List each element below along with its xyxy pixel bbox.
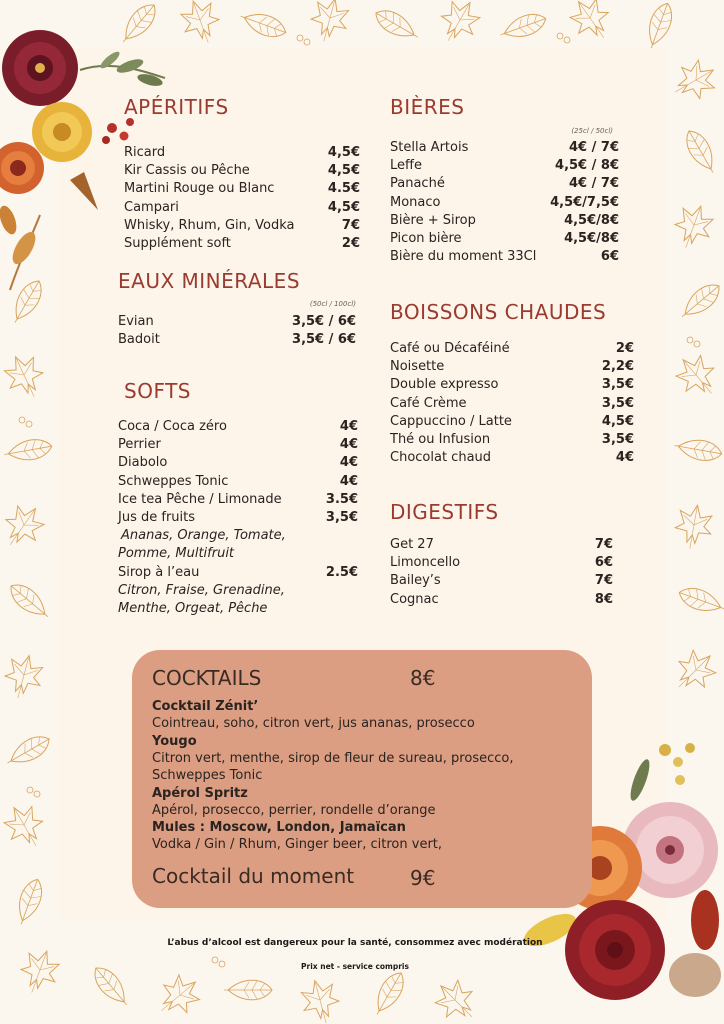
aperitifs-list (124, 144, 360, 253)
menu-item (390, 194, 619, 212)
item-price: 4.5€ (327, 181, 360, 197)
cocktails-price: 8€ (410, 666, 436, 690)
item-price: 4€ (339, 473, 358, 489)
menu-item (390, 376, 634, 394)
menu-item (390, 413, 634, 431)
item-price: 4,5€ (601, 413, 634, 429)
section-title-chaudes: BOISSONS CHAUDES (390, 300, 607, 324)
menu-item (124, 180, 360, 198)
item-price: 8€ (594, 591, 613, 607)
section-title-softs: SOFTS (124, 379, 192, 403)
item-price: 4€ (339, 455, 358, 471)
item-price: 3.5€ (325, 491, 358, 507)
menu-item (390, 554, 613, 572)
cocktail-desc: Schweppes Tonic (152, 768, 263, 783)
menu-item (390, 591, 613, 609)
item-price: 4,5€ (327, 163, 360, 179)
menu-item (118, 436, 358, 454)
item-name: Campari (124, 199, 179, 215)
cocktail-desc: Apérol, prosecco, perrier, rondelle d’orange (152, 802, 436, 818)
item-detail: Citron, Fraise, Grenadine, (118, 582, 285, 598)
item-name: Ricard (124, 145, 166, 160)
section-eaux-minerales (118, 269, 356, 349)
item-price: 3,5€ / 6€ (292, 314, 356, 329)
prices-note: Prix net - service compris (301, 962, 409, 971)
menu-item (124, 162, 360, 180)
cocktails-list (152, 698, 572, 854)
item-name: Double expresso (390, 377, 499, 393)
item-price: 4€ / 7€ (569, 176, 619, 192)
menu-item (124, 144, 360, 162)
cocktail-du-moment-label: Cocktail du moment (152, 864, 355, 888)
item-price: 7€ (341, 217, 360, 233)
item-price: 2€ (615, 341, 634, 356)
menu-item (118, 509, 358, 527)
item-price: 4€ (339, 437, 358, 453)
menu-item (118, 473, 358, 491)
item-name: Bailey’s (390, 573, 441, 589)
item-name: Ice tea Pêche / Limonade (118, 491, 282, 507)
menu-item (124, 217, 360, 235)
softs-list (118, 418, 358, 618)
size-note: (25cl / 50cl) (571, 127, 613, 135)
item-price: 7€ (594, 537, 613, 552)
item-price: 2.5€ (325, 564, 358, 580)
cocktail-name: Apérol Spritz (152, 785, 248, 801)
menu-item (118, 418, 358, 436)
cocktails-box (132, 650, 592, 908)
section-boissons-chaudes (390, 300, 634, 467)
item-price: 4,5€ (327, 199, 360, 215)
menu-item (390, 248, 619, 266)
menu-item (390, 431, 634, 449)
section-aperitifs (124, 95, 360, 253)
item-detail: Ananas, Orange, Tomate, (121, 528, 286, 544)
section-title-aperitifs: APÉRITIFS (124, 95, 229, 119)
section-bieres (390, 95, 619, 266)
menu-item (118, 454, 358, 472)
menu-item (118, 564, 358, 582)
chaudes-list (390, 340, 634, 467)
item-price: 7€ (594, 573, 613, 589)
menu-item (390, 536, 613, 554)
item-name: Sirop à l’eau (118, 564, 200, 580)
item-name: Martini Rouge ou Blanc (124, 181, 275, 197)
bieres-list (390, 139, 619, 266)
section-softs (118, 379, 358, 618)
cocktail-name: Mules : Moscow, London, Jamaïcan (152, 820, 406, 835)
item-price: 2€ (341, 236, 360, 252)
section-title-cocktails: COCKTAILS (152, 666, 262, 690)
item-price: 4€ (615, 450, 634, 466)
item-name: Jus de fruits (118, 510, 196, 526)
item-name: Get 27 (390, 537, 434, 552)
item-detail: Pomme, Multifruit (118, 546, 235, 562)
cocktail-du-moment-price: 9€ (410, 866, 436, 890)
item-price: 4,5€/8€ (564, 212, 619, 228)
menu-item (118, 491, 358, 509)
menu-item (118, 313, 356, 331)
menu-item (390, 358, 634, 376)
item-name: Diabolo (118, 455, 168, 471)
item-price: 4,5€ / 8€ (555, 158, 619, 174)
menu-item (390, 139, 619, 157)
item-name: Supplément soft (124, 236, 231, 252)
item-name: Café Crème (390, 395, 467, 411)
item-name: Bière + Sirop (390, 212, 476, 228)
item-price: 6€ (600, 249, 619, 265)
item-name: Monaco (390, 194, 441, 210)
item-name: Chocolat chaud (390, 450, 492, 466)
item-name: Panaché (390, 176, 445, 192)
menu-item (390, 157, 619, 175)
item-name: Picon bière (390, 231, 462, 247)
section-title-digestifs: DIGESTIFS (390, 500, 499, 524)
item-name: Schweppes Tonic (118, 473, 229, 489)
eaux-list (118, 313, 356, 349)
item-name: Café ou Décaféiné (390, 341, 510, 356)
item-name: Kir Cassis ou Pêche (124, 163, 250, 179)
item-price: 4€ (339, 419, 358, 434)
item-name: Perrier (118, 437, 161, 453)
menu-item (390, 212, 619, 230)
cocktail-desc: Vodka / Gin / Rhum, Ginger beer, citron vert, (152, 837, 443, 852)
item-name: Coca / Coca zéro (118, 419, 227, 434)
item-price: 6€ (594, 555, 613, 571)
menu-item (124, 235, 360, 253)
item-price: 2,2€ (601, 359, 634, 375)
size-note: (50cl / 100cl) (309, 300, 356, 308)
item-price: 4,5€/7,5€ (550, 194, 619, 210)
cocktail-desc: Citron vert, menthe, sirop de fleur de sureau, prosecco, (152, 750, 514, 766)
cocktail-desc: Cointreau, soho, citron vert, jus ananas, prosecco (152, 716, 475, 731)
item-name: Noisette (390, 359, 445, 375)
section-title-bieres: BIÈRES (390, 95, 465, 119)
cocktail-name: Yougo (152, 733, 197, 749)
item-name: Evian (118, 314, 154, 329)
menu-item (390, 175, 619, 193)
item-name: Bière du moment 33Cl (390, 249, 537, 265)
item-name: Stella Artois (390, 140, 469, 155)
menu-item (390, 340, 634, 358)
item-name: Cappuccino / Latte (390, 413, 512, 429)
item-price: 3,5€ (601, 377, 634, 393)
digestifs-list (390, 536, 613, 609)
item-name: Leffe (390, 158, 422, 174)
section-digestifs (390, 500, 613, 609)
menu-item (390, 230, 619, 248)
cocktail-name: Cocktail Zénit’ (152, 699, 259, 714)
item-price: 3,5€ / 6€ (292, 332, 356, 348)
item-price: 4€ / 7€ (569, 140, 619, 155)
section-title-eaux: EAUX MINÉRALES (118, 269, 301, 293)
item-name: Whisky, Rhum, Gin, Vodka (124, 217, 295, 233)
menu-item (390, 395, 634, 413)
item-name: Limoncello (390, 555, 461, 571)
item-name: Cognac (390, 591, 439, 607)
item-price: 3,5€ (601, 432, 634, 448)
menu-item (390, 449, 634, 467)
item-price: 3,5€ (601, 395, 634, 411)
item-name: Thé ou Infusion (390, 432, 491, 448)
menu-item (124, 199, 360, 217)
item-detail: Menthe, Orgeat, Pêche (118, 601, 268, 617)
item-price: 4,5€/8€ (564, 231, 619, 247)
alcohol-warning: L’abus d’alcool est dangereux pour la santé, consommez avec modération (167, 938, 543, 948)
item-price: 3,5€ (325, 510, 358, 526)
menu-item (390, 572, 613, 590)
item-name: Badoit (118, 332, 160, 348)
item-price: 4,5€ (327, 145, 360, 160)
menu-item (118, 331, 356, 349)
